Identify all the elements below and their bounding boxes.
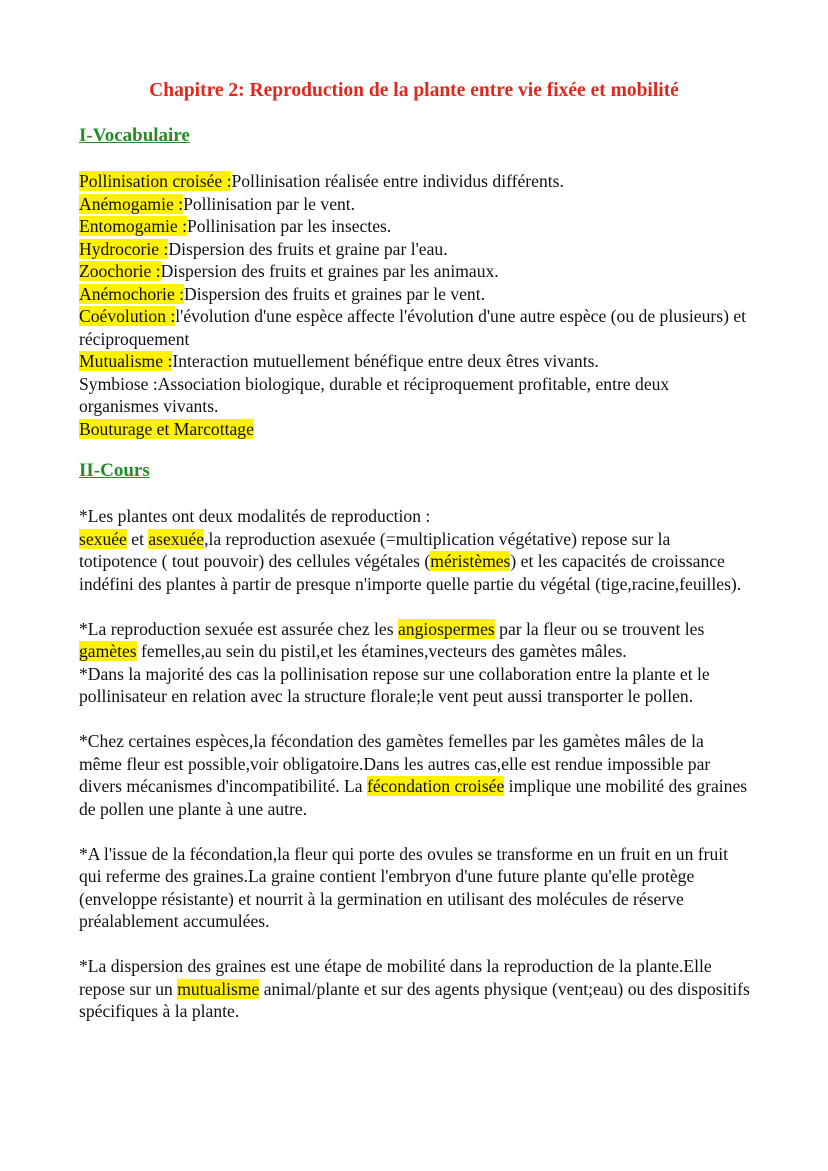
vocab-entry bbox=[79, 260, 751, 283]
text-run: animal/plante et sur des agents physique (vent;eau) ou des dispositifs spécifiques à la plante. bbox=[79, 978, 750, 1021]
course-text bbox=[79, 505, 751, 1023]
highlight-fecondation-croisee: fécondation croisée bbox=[367, 776, 505, 796]
vocab-term: Hydrocorie : bbox=[79, 238, 169, 259]
highlight-meristemes: méristèmes bbox=[430, 551, 511, 571]
vocabulary-list bbox=[79, 170, 751, 440]
text-run: et bbox=[126, 528, 149, 549]
vocab-term: Mutualisme : bbox=[79, 351, 173, 371]
text-run: implique une mobilité des graines de pollen une plante à une autre. bbox=[79, 776, 748, 819]
vocab-entry bbox=[79, 418, 751, 441]
page-title: Chapitre 2: Reproduction de la plante entre vie fixée et mobilité bbox=[149, 80, 679, 101]
vocab-entry bbox=[79, 305, 751, 350]
text-run: par la fleur ou se trouvent les bbox=[494, 618, 705, 639]
vocab-entry bbox=[79, 170, 751, 193]
vocab-term: Anémogamie : bbox=[79, 193, 184, 214]
vocab-definition: Dispersion des fruits et graine par l'eau. bbox=[168, 238, 448, 259]
vocab-term: Entomogamie : bbox=[79, 216, 187, 236]
highlight-sexuee: sexuée bbox=[79, 528, 127, 549]
text-run: ) et les capacités de croissance indéfini des plantes à partir de presque n'importe quelle partie du végétal (tige,racine,feuilles). bbox=[79, 551, 742, 594]
course-paragraph: *A l'issue de la fécondation,la fleur qui porte des ovules se transforme en un fruit en un fruit qui referme des graines.La graine contient l'embryon d'une future plante qu'elle protège (enveloppe résistante) et nourrit à la germination en utilisant des molécules de réserve préalablement accumulées. bbox=[79, 843, 729, 931]
text-run: *Chez certaines espèces,la fécondation des gamètes femelles par les gamètes mâles de la même fleur est possible,voir obligatoire.Dans les autres cas,elle est rendue impossible par divers mécanismes d'incompatibilité. La bbox=[79, 731, 711, 796]
vocab-definition: Pollinisation par le vent. bbox=[183, 193, 356, 214]
course-paragraph bbox=[79, 618, 751, 663]
vocab-entry bbox=[79, 350, 751, 373]
vocab-definition: Interaction mutuellement bénéfique entre deux êtres vivants. bbox=[172, 351, 599, 371]
text-run: *La reproduction sexuée est assurée chez les bbox=[79, 618, 398, 639]
vocab-definition: Dispersion des fruits et graines par les animaux. bbox=[160, 261, 499, 281]
vocab-definition: Pollinisation par les insectes. bbox=[187, 216, 392, 236]
vocab-entry bbox=[79, 238, 751, 261]
course-paragraph: *Dans la majorité des cas la pollinisation repose sur une collaboration entre la plante et le pollinisateur en relation avec la structure florale;le vent peut aussi transporter le pollen. bbox=[79, 663, 710, 706]
text-run: femelles,au sein du pistil,et les étamines,vecteurs des gamètes mâles. bbox=[136, 641, 627, 661]
vocab-term: Symbiose : bbox=[79, 373, 158, 394]
highlight-gametes: gamètes bbox=[79, 641, 137, 661]
vocab-entry bbox=[79, 193, 751, 216]
vocab-term: Bouturage et Marcottage bbox=[79, 418, 254, 439]
section-heading-vocabulaire: I-Vocabulaire bbox=[79, 125, 190, 146]
vocab-term: Anémochorie : bbox=[79, 283, 185, 304]
highlight-angiospermes: angiospermes bbox=[398, 618, 495, 639]
vocab-definition: Dispersion des fruits et graines par le vent. bbox=[184, 283, 486, 304]
text-run: ,la reproduction asexuée (=multiplication végétative) repose sur la totipotence ( tout pouvoir) des cellules végétales ( bbox=[79, 528, 671, 571]
text-run: *Les plantes ont deux modalités de reproduction : bbox=[79, 506, 431, 526]
vocab-entry bbox=[79, 373, 751, 418]
course-paragraph bbox=[79, 955, 751, 1023]
text-run: *La dispersion des graines est une étape de mobilité dans la reproduction de la plante.Elle repose sur un bbox=[79, 956, 712, 999]
vocab-definition: Association biologique, durable et réciproquement profitable, entre deux organismes vivants. bbox=[79, 373, 670, 416]
highlight-asexuee: asexuée bbox=[148, 528, 205, 549]
vocab-entry bbox=[79, 215, 751, 238]
vocab-entry bbox=[79, 283, 751, 306]
section-heading-cours: II-Cours bbox=[79, 460, 150, 481]
course-paragraph bbox=[79, 730, 751, 820]
course-paragraph bbox=[79, 505, 751, 595]
vocab-term: Zoochorie : bbox=[79, 261, 161, 281]
vocab-definition: Pollinisation réalisée entre individus différents. bbox=[231, 171, 564, 191]
vocab-term: Coévolution : bbox=[79, 306, 176, 326]
vocab-definition: l'évolution d'une espèce affecte l'évolution d'une autre espèce (ou de plusieurs) et réciproquement bbox=[79, 306, 747, 349]
vocab-term: Pollinisation croisée : bbox=[79, 171, 232, 191]
highlight-mutualisme: mutualisme bbox=[177, 978, 260, 999]
